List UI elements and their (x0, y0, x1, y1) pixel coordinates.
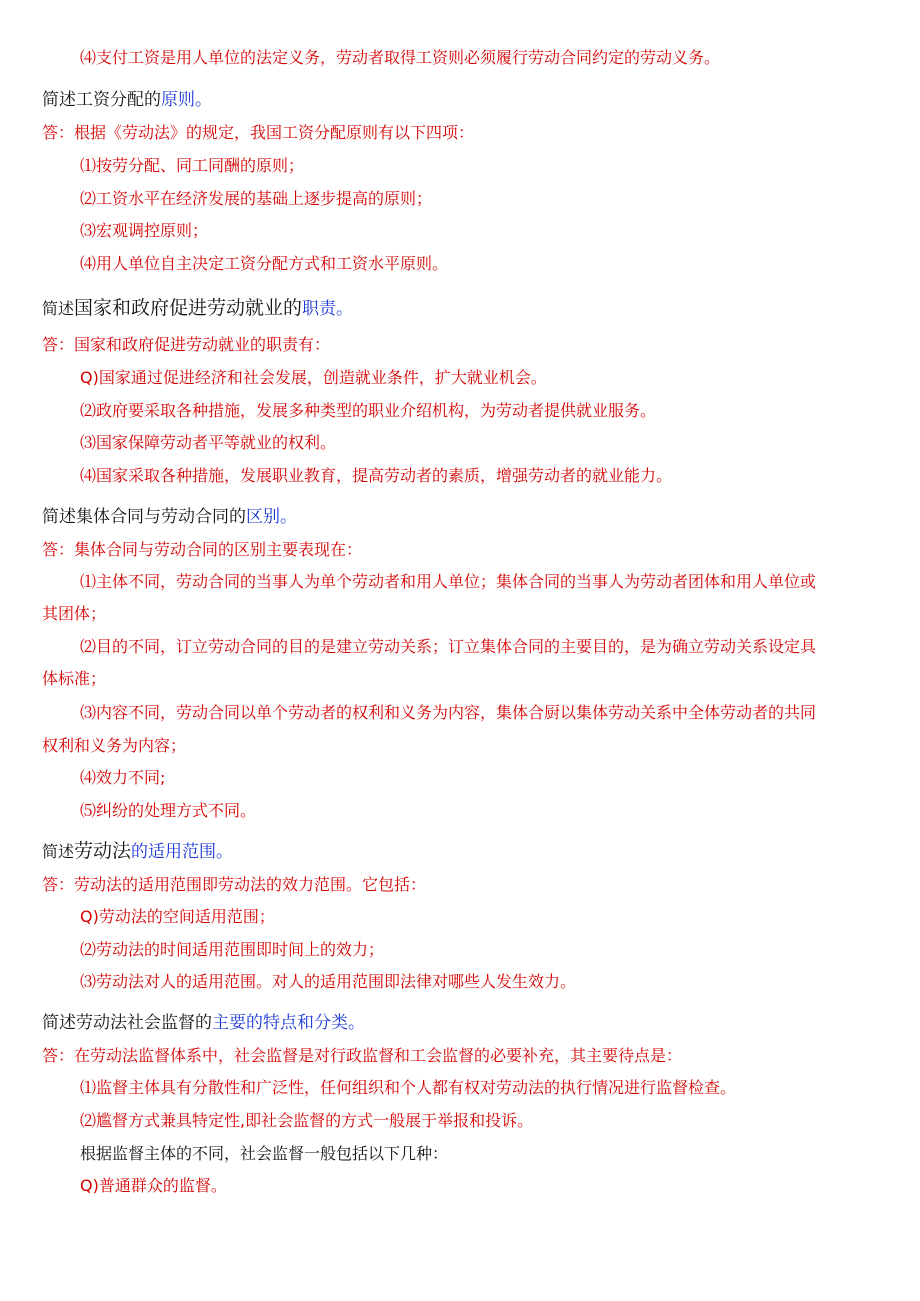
answer-intro: 答：国家和政府促进劳动就业的职责有： (42, 335, 331, 354)
list-item: ⑷国家采取各种措施，发展职业教育，提高劳动者的素质，增强劳动者的就业能力。 (80, 466, 673, 485)
heading-keyword: 主要的特点和分类。 (212, 1013, 365, 1033)
list-item-continuation: 其团体； (42, 604, 107, 623)
heading-keyword: 职责。 (302, 299, 354, 319)
heading-text: 简述工资分配的 (42, 90, 161, 110)
answer-intro: 答：根据《劳动法》的规定，我国工资分配原则有以下四项： (42, 123, 475, 142)
section-heading (42, 90, 212, 110)
heading-text: 简述劳动法社会监督的 (42, 1013, 212, 1033)
heading-keyword: 区别。 (246, 507, 297, 527)
list-item: ⑶国家保障劳动者平等就业的权利。 (80, 433, 337, 452)
heading-text: 简述集体合同与劳动合同的 (42, 507, 246, 527)
list-item: ⑷支付工资是用人单位的法定义务，劳动者取得工资则必须履行劳动合同约定的劳动义务。 (80, 48, 721, 67)
list-item: Q)国家通过促进经济和社会发展，创造就业条件，扩大就业机会。 (80, 368, 547, 387)
list-item: ⑵目的不同，订立劳动合同的目的是建立劳动关系；订立集体合同的主要目的，是为确立劳动关系设定具 (80, 637, 817, 656)
heading-text: 简述 (42, 299, 75, 318)
answer-intro: 答：在劳动法监督体系中，社会监督是对行政监督和工会监督的必要补充，其主要待点是： (42, 1046, 683, 1065)
list-item: ⑷效力不同; (80, 768, 166, 787)
heading-keyword: 原则。 (161, 90, 212, 110)
list-item: ⑴按劳分配、同工同酬的原则； (80, 156, 305, 175)
list-item: ⑵劳动法的时间适用范围即时间上的效力； (80, 940, 385, 959)
list-item: ⑵政府要采取各种措施，发展多种类型的职业介绍机构，为劳动者提供就业服务。 (80, 401, 657, 420)
list-item: ⑸纠纷的处理方式不同。 (80, 801, 257, 820)
section-heading (42, 1013, 365, 1033)
list-item: Q)普通群众的监督。 (80, 1176, 227, 1195)
heading-text: 简述 (42, 842, 75, 861)
answer-intro: 答：劳动法的适用范围即劳动法的效力范围。它包括： (42, 875, 427, 894)
section-heading (42, 507, 297, 527)
list-item-continuation: 权利和义务为内容； (42, 736, 187, 755)
answer-intro: 答：集体合同与劳动合同的区别主要表现在： (42, 540, 363, 559)
heading-text: 国家和政府促进劳动就业的 (74, 297, 303, 319)
list-item: ⑶宏观调控原则； (80, 221, 209, 240)
paragraph: 根据监督主体的不同，社会监督一般包括以下几种： (80, 1144, 449, 1163)
list-item: ⑴主体不同，劳动合同的当事人为单个劳动者和用人单位；集体合同的当事人为劳动者团体和用人单位或 (80, 572, 817, 591)
heading-keyword: 的适用范围。 (131, 842, 234, 862)
section-heading (42, 298, 353, 319)
list-item: ⑶劳动法对人的适用范围。对人的适用范围即法律对哪些人发生效力。 (80, 972, 577, 991)
list-item: ⑵工资水平在经济发展的基础上逐步提高的原则； (80, 189, 433, 208)
list-item: ⑶内容不同，劳动合同以单个劳动者的权利和义务为内容，集体合厨以集体劳动关系中全体劳动者的共同 (80, 703, 817, 722)
list-item: ⑵尴督方式兼具特定性,即社会监督的方式一般展于举报和投诉。 (80, 1111, 534, 1130)
list-item: Q)劳动法的空间适用范围； (80, 907, 275, 926)
list-item-continuation: 体标准； (42, 669, 107, 688)
list-item: ⑴监督主体具有分散性和广泛性，任何组织和个人都有权对劳动法的执行情况进行监督检查。 (80, 1078, 737, 1097)
section-heading (42, 841, 233, 862)
heading-text: 劳动法 (74, 840, 132, 862)
list-item: ⑷用人单位自主决定工资分配方式和工资水平原则。 (80, 254, 449, 273)
